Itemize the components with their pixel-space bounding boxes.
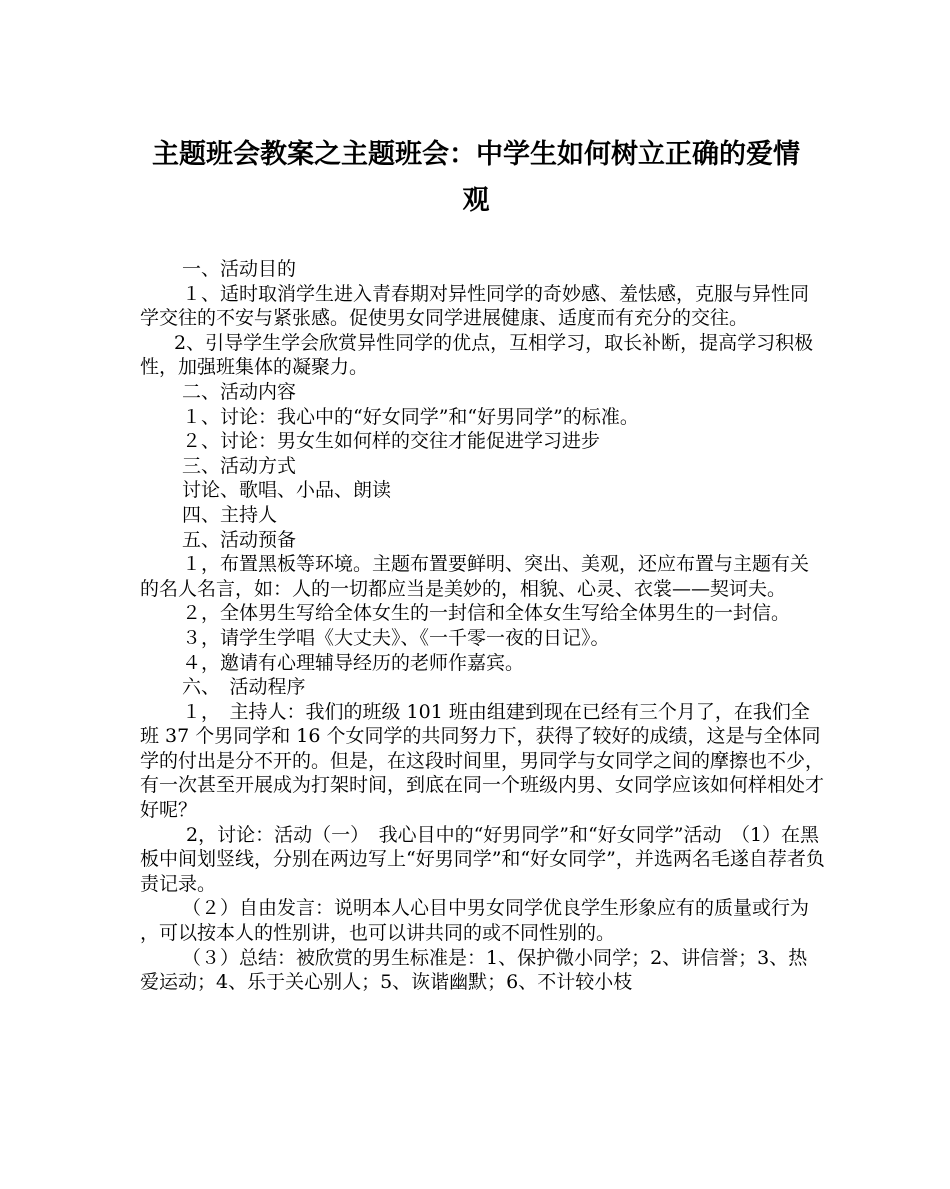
paragraph: 六、 活动程序 bbox=[182, 676, 306, 699]
paragraph: 一、活动目的 bbox=[182, 258, 297, 280]
paragraph: 讨论、歌唱、小品、朗读 bbox=[182, 479, 392, 502]
document-title: 主题班会教案之主题班会：中学生如何树立正确的爱情观 bbox=[152, 139, 800, 216]
paragraph: （３）总结：被欣赏的男生标准是：1、保护微小同学；2、讲信誉；3、热爱运动；4、乐于关心别人；5、诙谐幽默；6、不计较小枝 bbox=[140, 946, 808, 994]
paragraph: ２，全体男生写给全体女生的一封信和全体女生写给全体男生的一封信。 bbox=[182, 602, 791, 625]
paragraph: １、讨论：我心中的“好女同学”和“好男同学”的标准。 bbox=[182, 405, 639, 428]
paragraph: （２）自由发言：说明本人心目中男女同学优良学生形象应有的质量或行为，可以按本人的性别讲，也可以讲共同的或不同性别的。 bbox=[140, 897, 810, 945]
paragraph: １、适时取消学生进入青春期对异性同学的奇妙感、羞怯感，克服与异性同学交往的不安与紧张感。促使男女同学进展健康、适度而有充分的交往。 bbox=[140, 282, 810, 330]
paragraph: 四、主持人 bbox=[182, 503, 278, 526]
paragraph: 2、引导学生学会欣赏异性同学的优点，互相学习，取长补断，提高学习积极性，加强班集体的凝聚力。 bbox=[140, 331, 814, 379]
paragraph: ４，邀请有心理辅导经历的老师作嘉宾。 bbox=[182, 651, 525, 674]
paragraph: 五、活动预备 bbox=[182, 528, 297, 551]
document-body bbox=[140, 257, 826, 995]
paragraph: ３，请学生学唱《大丈夫》、《一千零一夜的日记》。 bbox=[182, 626, 610, 649]
paragraph: ２、讨论：男女生如何样的交往才能促进学习进步 bbox=[182, 430, 601, 453]
paragraph: 2，讨论：活动（一） 我心目中的“好男同学”和“好女同学”活动 （1）在黑板中间划竖线，分别在两边写上“好男同学”和“好女同学”，并选两名毛遂自荐者负责记录。 bbox=[140, 823, 825, 895]
paragraph: 三、活动方式 bbox=[182, 454, 297, 477]
paragraph: 二、活动内容 bbox=[182, 380, 297, 403]
paragraph: １，布置黑板等环境。主题布置要鲜明、突出、美观，还应布置与主题有关的名人名言，如：人的一切都应当是美妙的，相貌、心灵、衣裳——契诃夫。 bbox=[140, 553, 810, 600]
paragraph: １， 主持人：我们的班级 101 班由组建到现在已经有三个月了，在我们全班 37 个男同学和 16 个女同学的共同努力下，获得了较好的成绩，这是与全体同学的付出是分不开的。但是，在这段时间里，男同学与女同学之间的摩擦也不少，有一次甚至开展成为打架时间，到底在同一个班级内男、女同学应该如何样相处才好呢？ bbox=[140, 700, 825, 822]
